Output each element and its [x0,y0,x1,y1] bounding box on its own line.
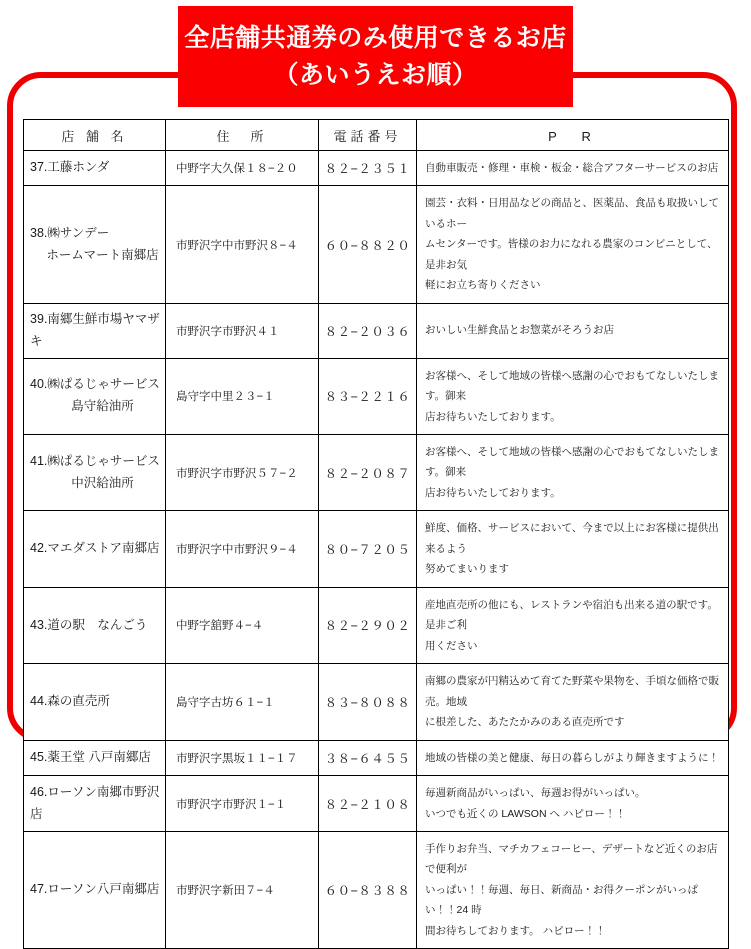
cell-shop-name [24,776,166,832]
cell-pr-text [417,434,729,510]
pr-line: ムセンターです。皆様のお力になれる農家のコンビニとして、是非お気 [425,238,718,271]
pr-line: 用ください [425,639,478,652]
cell-phone-number: ８２−２０３６ [319,303,417,358]
cell-pr-text [417,664,729,740]
shop-table [23,119,729,949]
pr-line: 毎週新商品がいっぱい、毎週お得がいっぱい。 [425,787,646,800]
column-header-name: 店 舗 名 [24,120,166,151]
cell-phone-number: ８２−２９０２ [319,587,417,663]
table-row [24,303,729,358]
table-row [24,358,729,434]
column-header-address: 住 所 [166,120,319,151]
cell-shop-name [24,358,166,434]
shop-name-line-1: 45.薬王堂 八戸南郷店 [30,749,151,764]
cell-address: 島守字中里２３−１ [166,358,319,434]
table-row [24,511,729,587]
pr-line: 店お待ちいたしております。 [425,486,561,499]
cell-address: 中野字大久保１８−２０ [166,151,319,186]
shop-table-container [23,119,728,949]
cell-address: 市野沢字黒坂１１−１７ [166,740,319,775]
cell-phone-number: ８２−２１０８ [319,776,417,832]
table-row [24,186,729,303]
column-header-pr: P R [417,120,729,151]
table-row [24,151,729,186]
shop-name-line-1: 44.森の直売所 [30,693,110,708]
pr-line: 軽にお立ち寄りください [425,279,541,292]
pr-line: 鮮度、価格、サービスにおいて、今まで以上にお客様に提供出来るよう [425,522,719,555]
pr-line: 園芸・衣料・日用品などの商品と、医薬品、食品も取扱いしているホー [425,197,719,230]
cell-shop-name [24,186,166,303]
shop-name-line-2: 島守給油所 [71,399,134,414]
table-header-row [24,120,729,151]
shop-name-line-1: 47.ローソン八戸南郷店 [30,882,160,897]
pr-line: 間お待ちしております。 ハピロー！！ [425,924,606,937]
title-banner [178,6,573,107]
cell-shop-name [24,434,166,510]
cell-pr-text [417,511,729,587]
cell-pr-text [417,740,729,775]
shop-name-line-1: 43.道の駅 なんごう [30,617,148,632]
pr-line: 手作りお弁当、マチカフェコーヒー、デザートなど近くのお店で便利が [425,843,718,876]
pr-line: に根差した、あたたかみのある直売所です [425,716,625,729]
shop-name-line-1: 37.工藤ホンダ [30,160,110,175]
shop-name-line-1: 42.マエダストア南郷店 [30,541,160,556]
cell-address: 市野沢字市野沢１−１ [166,776,319,832]
shop-name-line-1: 39.南郷生鮮市場ヤマザキ [30,311,160,348]
shop-name-line-1: 46.ローソン南郷市野沢店 [30,784,160,821]
cell-phone-number: ８３−２２１６ [319,358,417,434]
cell-shop-name [24,832,166,949]
title-line-2: （あいうえお順） [273,60,478,89]
table-body [24,151,729,949]
pr-line: 店お待ちいたしております。 [425,410,561,423]
cell-phone-number: ６０−８３８８ [319,832,417,949]
table-row [24,664,729,740]
pr-line: いつでも近くの LAWSON へ ハピロー！！ [425,807,626,820]
cell-shop-name [24,664,166,740]
cell-pr-text [417,186,729,303]
pr-line: 地域の皆様の美と健康、毎日の暮らしがより輝きますように！ [425,751,719,764]
table-row [24,776,729,832]
shop-name-line-2: ホームマート南郷店 [46,247,159,262]
column-header-tel: 電話番号 [319,120,417,151]
title-line-1: 全店舗共通券のみ使用できるお店 [184,24,567,53]
table-row [24,832,729,949]
cell-address: 中野字舘野４−４ [166,587,319,663]
cell-shop-name [24,511,166,587]
table-row [24,740,729,775]
cell-pr-text [417,587,729,663]
cell-address: 市野沢字市野沢４１ [166,303,319,358]
cell-pr-text [417,303,729,358]
pr-line: 産地直売所の他にも、レストランや宿泊も出来る道の駅です。是非ご利 [425,598,718,632]
table-row [24,434,729,510]
cell-pr-text [417,832,729,949]
cell-address: 市野沢字市野沢５７−２ [166,434,319,510]
cell-address: 島守字古坊６１−１ [166,664,319,740]
cell-shop-name [24,151,166,186]
cell-pr-text [417,151,729,186]
pr-line: 南郷の農家が円精込めて育てた野菜や果物を、手頃な価格で販売。地域 [425,675,719,708]
cell-phone-number: ６０−８８２０ [319,186,417,303]
cell-phone-number: ８２−２０８７ [319,434,417,510]
cell-address: 市野沢字新田７−４ [166,832,319,949]
pr-line: お客様へ、そして地域の皆様へ感謝の心でおもてなしいたします。御来 [425,445,719,479]
cell-shop-name [24,587,166,663]
cell-pr-text [417,358,729,434]
shop-name-line-1: 38.㈱サンデー [30,225,110,240]
shop-name-line-2: 中沢給油所 [71,475,134,490]
cell-phone-number: ８３−８０８８ [319,664,417,740]
cell-phone-number: ８０−７２０５ [319,511,417,587]
cell-phone-number: ３８−６４５５ [319,740,417,775]
pr-line: 自動車販売・修理・車検・板金・総合アフターサービスのお店 [425,162,719,174]
cell-phone-number: ８２−２３５１ [319,151,417,186]
pr-line: お客様へ、そして地域の皆様へ感謝の心でおもてなしいたします。御来 [425,369,719,403]
pr-line: いっぱい！！毎週、毎日、新商品・お得クーポンがいっぱい！！24 時 [425,883,698,917]
pr-line: 努めてまいります [425,563,509,576]
cell-address: 市野沢字中市野沢９−４ [166,511,319,587]
cell-address: 市野沢字中市野沢８−４ [166,186,319,303]
table-header [24,120,729,151]
cell-shop-name [24,303,166,358]
pr-line: おいしい生鮮食品とお惣菜がそろうお店 [425,324,614,337]
cell-pr-text [417,776,729,832]
table-row [24,587,729,663]
shop-name-line-1: 41.㈱ぱるじゃサービス [30,453,160,468]
shop-name-line-1: 40.㈱ぱるじゃサービス [30,377,160,392]
cell-shop-name [24,740,166,775]
